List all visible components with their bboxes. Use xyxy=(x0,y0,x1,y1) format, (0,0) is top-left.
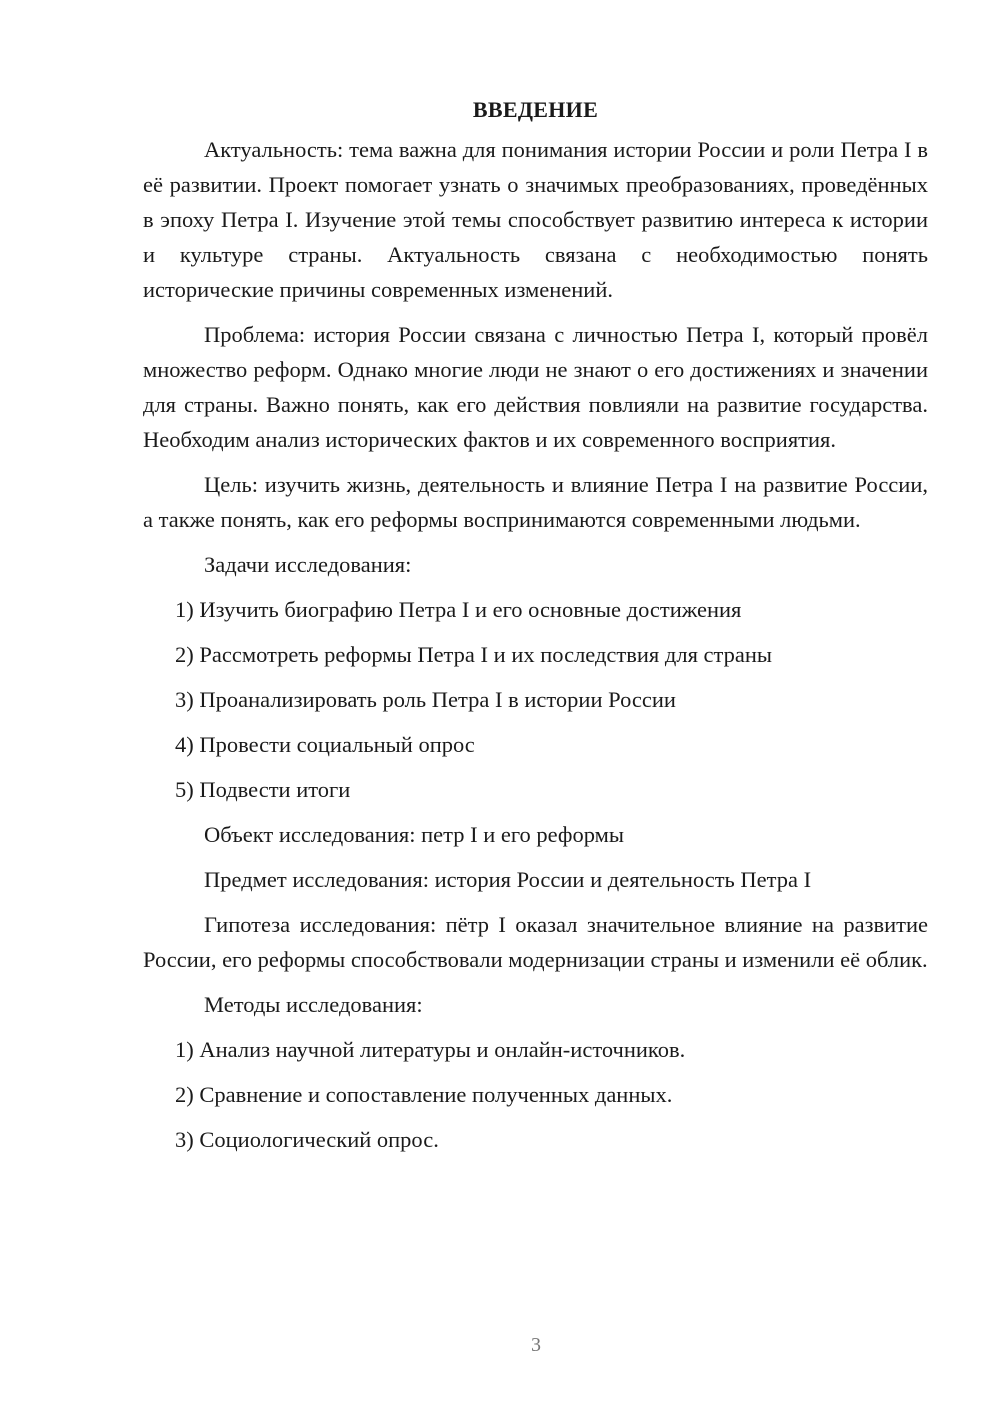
page-content xyxy=(143,92,928,1167)
subject-line: Предмет исследования: история России и деятельность Петра I xyxy=(204,867,812,892)
object-line: Объект исследования: петр I и его реформы xyxy=(204,822,625,847)
tasks-heading: Задачи исследования: xyxy=(204,552,412,577)
problem-paragraph: Проблема: история России связана с личностью Петра I, который провёл множество реформ. Однако многие люди не знают о его достижениях и значении для страны. Важно понять, как его действия повлияли на развитие государства. Необходим анализ исторических фактов и их современного восприятия. xyxy=(143,322,928,452)
task-item: 3) Проанализировать роль Петра I в истории России xyxy=(175,687,676,712)
page-title: ВВЕДЕНИЕ xyxy=(472,97,599,122)
task-item: 2) Рассмотреть реформы Петра I и их последствия для страны xyxy=(175,642,773,667)
page-number: 3 xyxy=(531,1334,541,1356)
methods-heading: Методы исследования: xyxy=(204,992,423,1017)
method-item: 3) Социологический опрос. xyxy=(175,1127,439,1152)
task-item: 1) Изучить биографию Петра I и его основные достижения xyxy=(175,597,742,622)
method-item: 2) Сравнение и сопоставление полученных данных. xyxy=(175,1082,673,1107)
hypothesis-paragraph: Гипотеза исследования: пётр I оказал значительное влияние на развитие России, его реформы способствовали модернизации страны и изменили её облик. xyxy=(143,912,928,972)
relevance-paragraph: Актуальность: тема важна для понимания истории России и роли Петра I в её развитии. Проект помогает узнать о значимых преобразованиях, проведённых в эпоху Петра I. Изучение этой темы способствует развитию интереса к истории и культуре страны. Актуальность связана с необходимостью понять исторические причины современных изменений. xyxy=(143,137,928,302)
method-item: 1) Анализ научной литературы и онлайн-источников. xyxy=(175,1037,686,1062)
goal-paragraph: Цель: изучить жизнь, деятельность и влияние Петра I на развитие России, а также понять, как его реформы воспринимаются современными людьми. xyxy=(143,472,928,532)
task-item: 5) Подвести итоги xyxy=(175,777,351,802)
task-item: 4) Провести социальный опрос xyxy=(175,732,475,757)
